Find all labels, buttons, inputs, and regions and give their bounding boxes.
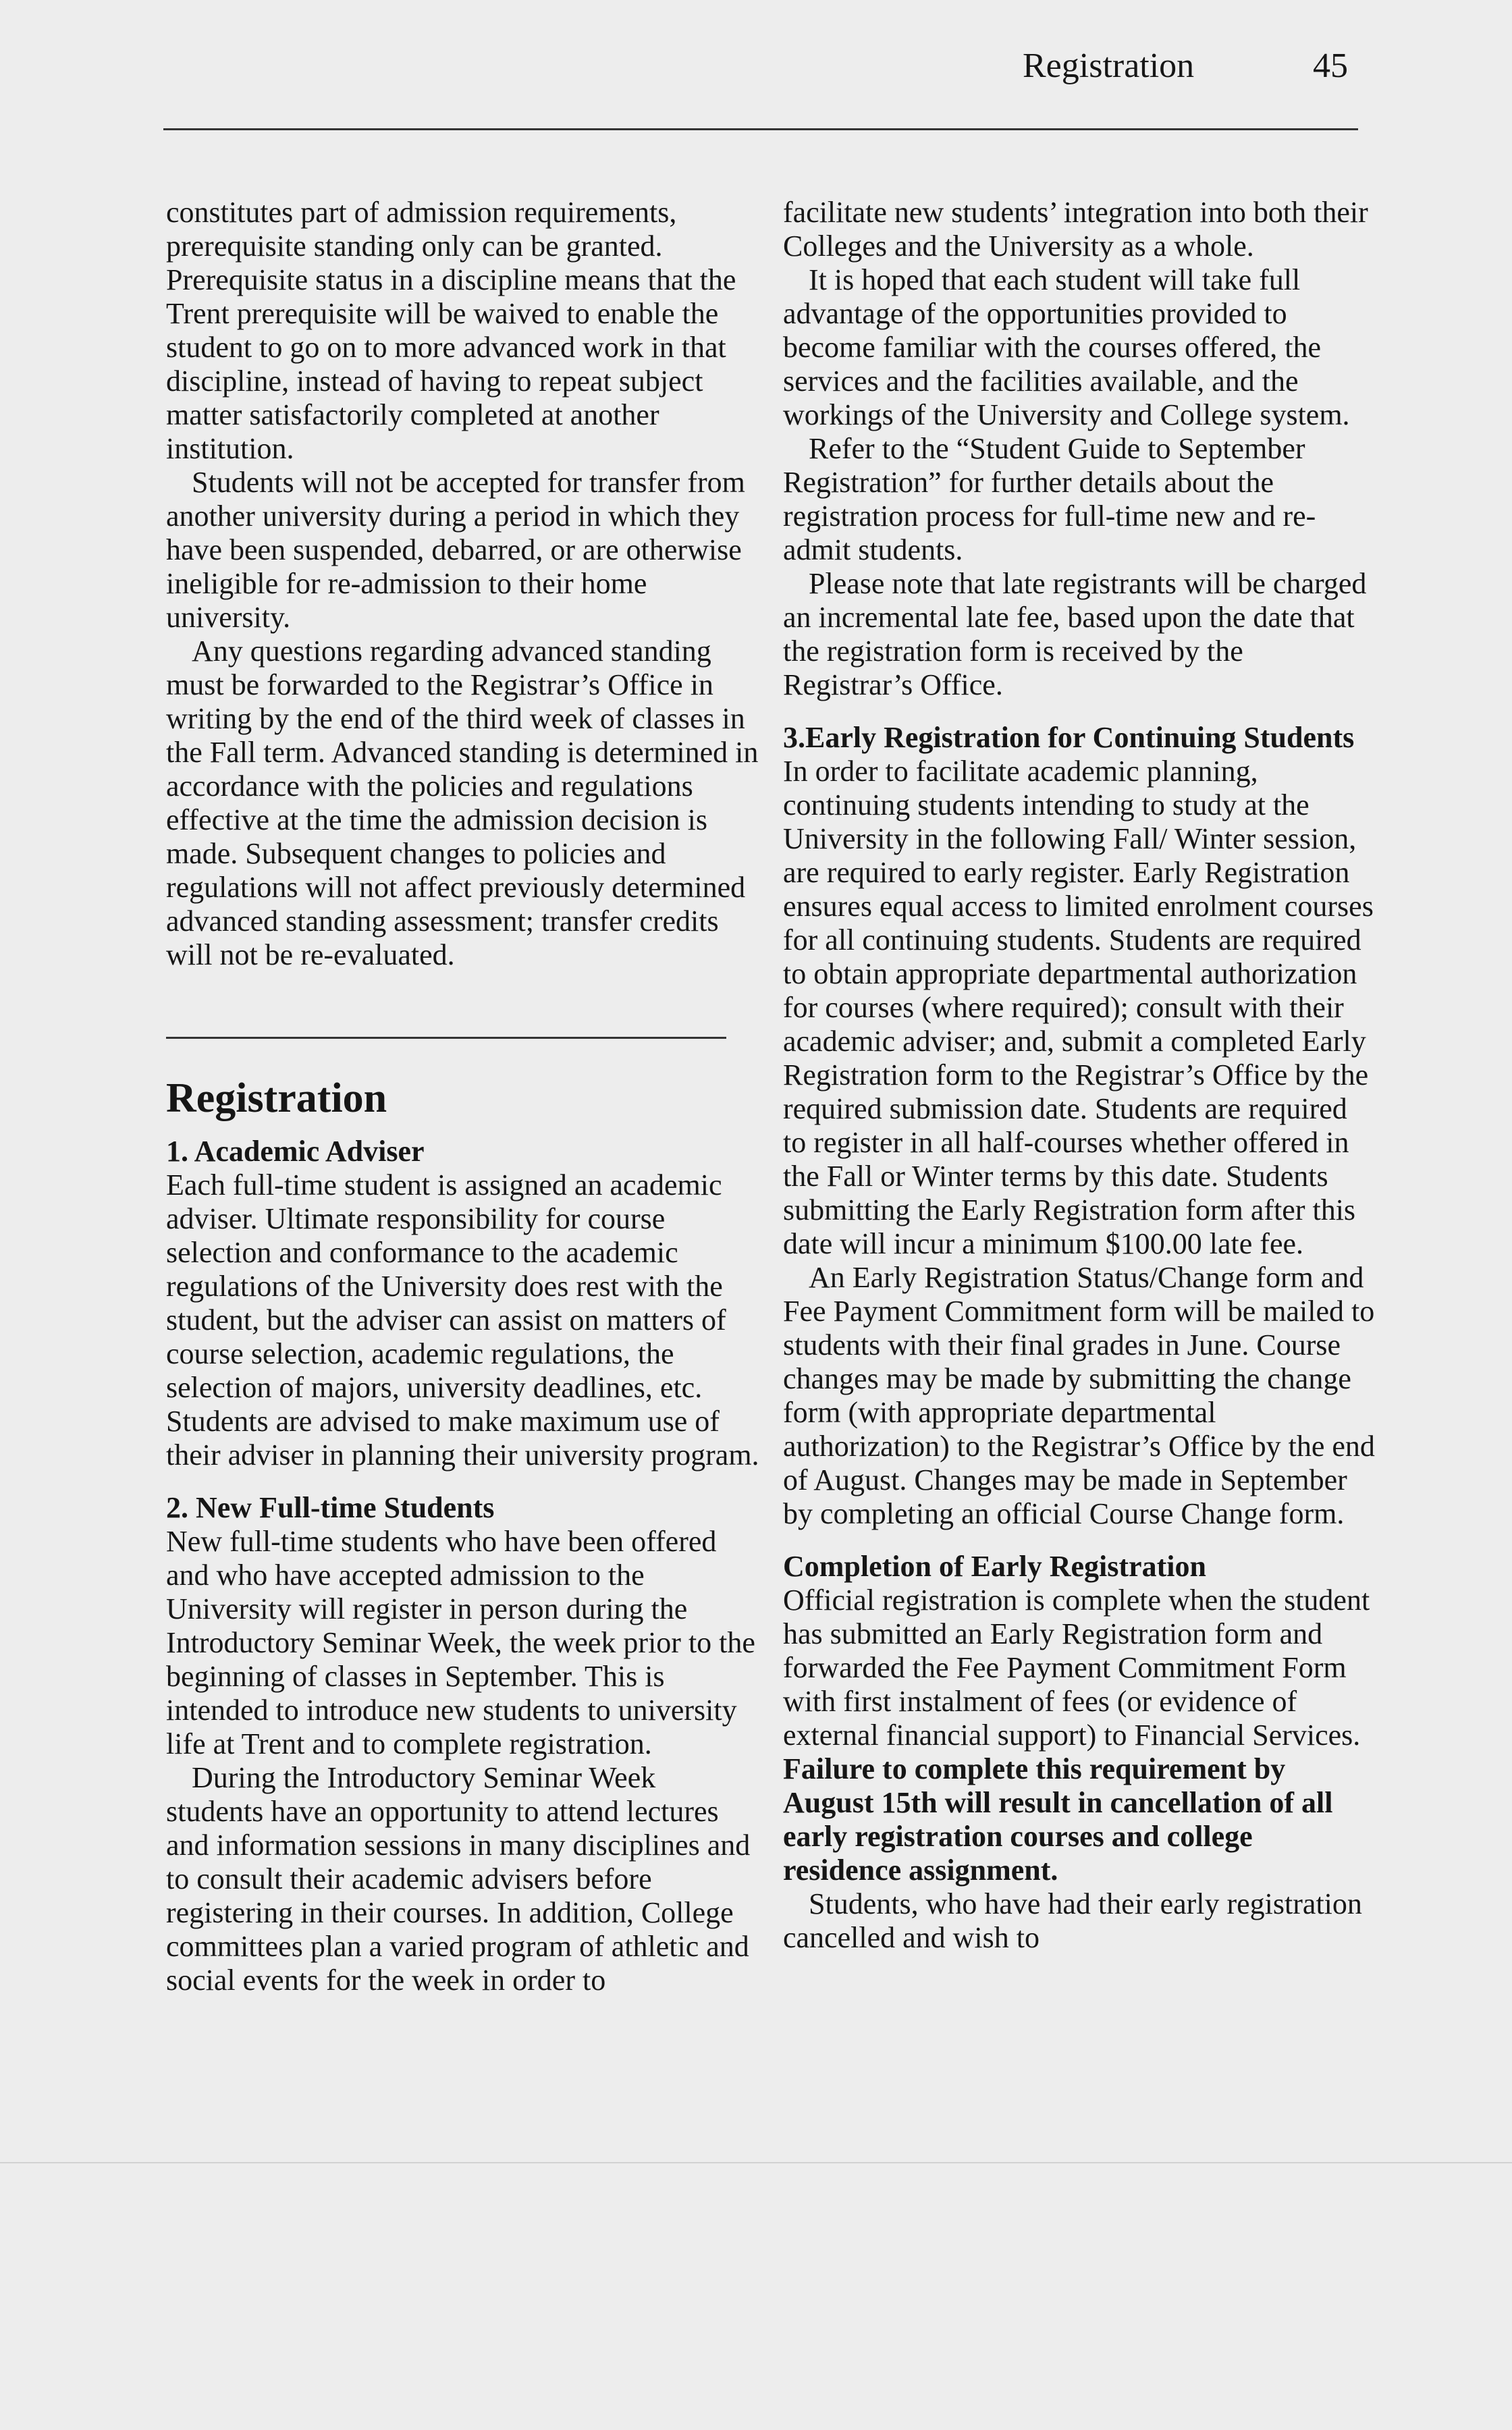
subsection-heading: Completion of Early Registration <box>783 1550 1206 1583</box>
paragraph: Refer to the “Student Guide to September Registration” for further details about the registration process for full-time new and re-admit students. <box>783 432 1316 566</box>
paragraph: An Early Registration Status/Change form and Fee Payment Commitment form will be mailed to students with their final grades in June. Course changes may be made by submitting the change form (with appropriate departmental authorization) to the Registrar’s Office by the end of August. Changes may be made in September by completing an official Course Change form. <box>783 1261 1375 1530</box>
header-rule <box>163 128 1358 130</box>
paragraph: Each full-time student is assigned an academic adviser. Ultimate responsibility for course selection and conformance to the academic regulations of the University does rest with the student, but the adviser can assist on matters of course selection, academic regulations, the selection of majors, university deadlines, etc. Students are advised to make maximum use of their adviser in planning their university program. <box>166 1168 759 1472</box>
paragraph-text: Official registration is complete when the student has submitted an Early Registration form and forwarded the Fee Payment Commitment Form with first instalment of fees (or evidence of external financial support) to Financial Services. <box>783 1584 1370 1752</box>
paragraph: During the Introductory Seminar Week students have an opportunity to attend lectures and information sessions in many disciplines and to consult their academic advisers before registering in their courses. In addition, College committees plan a varied program of athletic and social events for the week in order to <box>166 1761 751 1997</box>
paragraph: New full-time students who have been offered and who have accepted admission to the University will register in person during the Introductory Seminar Week, the week prior to the beginning of classes in September. This is intended to introduce new students to university life at Trent and to complete registration. <box>166 1525 755 1760</box>
paragraph: Students will not be accepted for transfer from another university during a period in which they have been suspended, debarred, or are otherwise ineligible for re-admission to their home university. <box>166 466 745 634</box>
subsection-heading: 1. Academic Adviser <box>166 1135 425 1168</box>
paragraph: Students, who have had their early registration cancelled and wish to <box>783 1887 1362 1954</box>
page-number: 45 <box>1313 47 1348 85</box>
paragraph: Please note that late registrants will be charged an incremental late fee, based upon the date that the registration form is received by the Registrar’s Office. <box>783 567 1367 701</box>
paragraph <box>783 1584 1377 1887</box>
paragraph: It is hoped that each student will take full advantage of the opportunities provided to become familiar with the courses offered, the services and the facilities available, and the workings of the University and College system. <box>783 263 1350 431</box>
section-divider <box>166 1037 726 1039</box>
paragraph: constitutes part of admission requirements, prerequisite standing only can be granted. Prerequisite status in a discipline means that the Trent prerequisite will be waived to enable the student to go on to more advanced work in that discipline, instead of having to repeat subject matter satisfactorily completed at another institution. <box>166 196 736 465</box>
bold-warning-text: Failure to complete this requirement by August 15th will result in cancellation of all early registration courses and college residence assignment. <box>783 1752 1333 1887</box>
paragraph: facilitate new students’ integration into both their Colleges and the University as a whole. <box>783 196 1368 263</box>
paragraph: In order to facilitate academic planning, continuing students intending to study at the University in the following Fall/ Winter session, are required to early register. Early Registration ensures equal access to limited enrolment courses for all continuing students. Students are required to obtain appropriate departmental authorization for courses (where required); consult with their academic adviser; and, submit a completed Early Registration form to the Registrar’s Office by the required submission date. Students are required to register in all half-courses whether offered in the Fall or Winter terms by this date. Students submitting the Early Registration form after this date will incur a minimum $100.00 late fee. <box>783 755 1374 1260</box>
paragraph: Any questions regarding advanced standing must be forwarded to the Registrar’s Office in writing by the end of the third week of classes in the Fall term. Advanced standing is determined in accordance with the policies and regulations effective at the time the admission decision is made. Subsequent changes to policies and regulations will not affect previously determined advanced standing assessment; transfer credits will not be re-evaluated. <box>166 634 759 971</box>
page-fold-line <box>0 2162 1512 2163</box>
subsection-heading: 2. New Full-time Students <box>166 1491 495 1524</box>
running-header-title: Registration <box>1023 47 1195 85</box>
left-column <box>166 196 760 1997</box>
right-column <box>783 196 1377 1955</box>
subsection-heading: 3.Early Registration for Continuing Students <box>783 721 1355 754</box>
section-title: Registration <box>166 1075 387 1121</box>
